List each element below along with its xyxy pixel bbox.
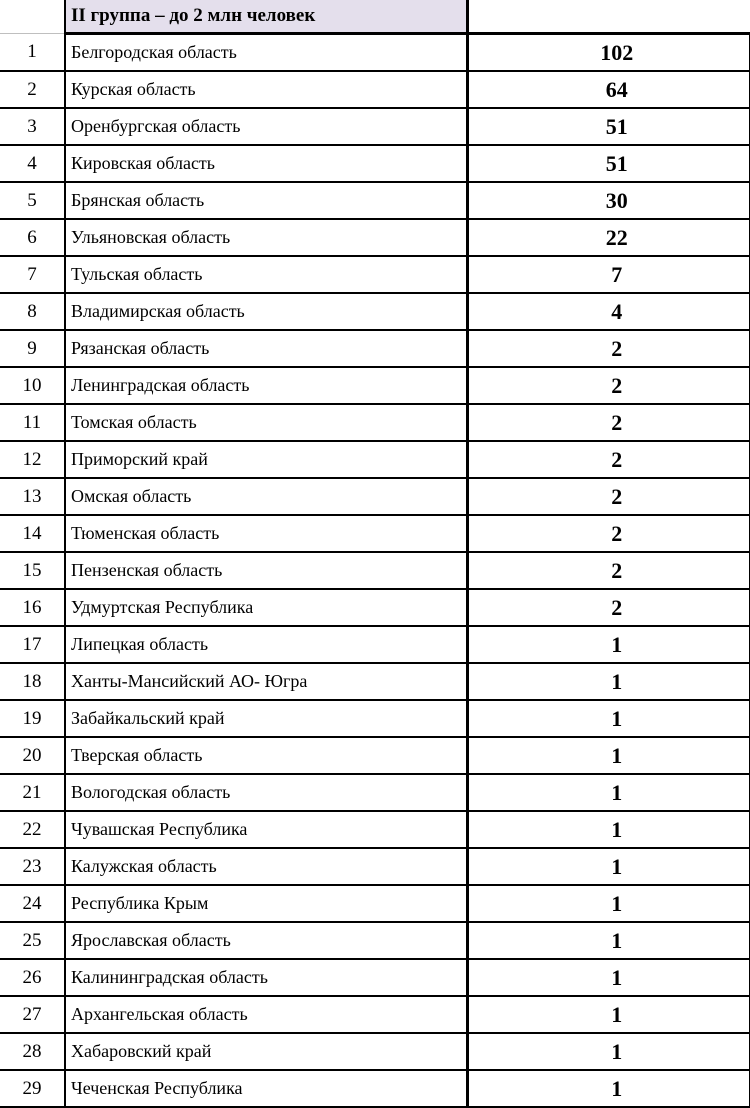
- region-value-cell: [467, 589, 750, 626]
- region-value: 1: [611, 1038, 623, 1064]
- region-value-cell: [467, 848, 750, 885]
- table-row: [0, 737, 750, 774]
- row-number: 16: [0, 589, 65, 626]
- region-value: 1: [611, 890, 623, 916]
- region-name: Белгородская область: [65, 34, 467, 72]
- table-row: [0, 404, 750, 441]
- row-number: 18: [0, 663, 65, 700]
- table-row: [0, 700, 750, 737]
- region-name: Удмуртская Республика: [65, 589, 467, 626]
- region-value: 1: [611, 927, 623, 953]
- row-number: 23: [0, 848, 65, 885]
- region-value: 2: [611, 520, 623, 546]
- table-row: [0, 330, 750, 367]
- table-row: [0, 478, 750, 515]
- region-name: Чеченская Республика: [65, 1070, 467, 1107]
- region-name: Брянская область: [65, 182, 467, 219]
- table-row: [0, 811, 750, 848]
- region-value: 1: [611, 853, 623, 879]
- table-row: [0, 848, 750, 885]
- table-row: [0, 589, 750, 626]
- region-value-cell: [467, 441, 750, 478]
- region-value: 1: [611, 631, 623, 657]
- region-name: Томская область: [65, 404, 467, 441]
- region-value: 1: [611, 1075, 623, 1101]
- row-number: 20: [0, 737, 65, 774]
- region-name: Курская область: [65, 71, 467, 108]
- row-number: 9: [0, 330, 65, 367]
- region-value-cell: [467, 774, 750, 811]
- region-value: 1: [611, 705, 623, 731]
- region-value: 2: [611, 483, 623, 509]
- region-value-cell: [467, 996, 750, 1033]
- region-name: Хабаровский край: [65, 1033, 467, 1070]
- region-value-cell: [467, 219, 750, 256]
- region-value-cell: [467, 293, 750, 330]
- region-value-cell: [467, 404, 750, 441]
- table-row: [0, 34, 750, 72]
- table-row: [0, 441, 750, 478]
- region-value: 22: [605, 224, 628, 250]
- group-title: II группа – до 2 млн человек: [65, 0, 467, 34]
- table-row: [0, 774, 750, 811]
- region-name: Ульяновская область: [65, 219, 467, 256]
- table-row: [0, 182, 750, 219]
- region-value: 1: [611, 668, 623, 694]
- table-row: [0, 367, 750, 404]
- region-value: 1: [611, 1001, 623, 1027]
- row-number: 15: [0, 552, 65, 589]
- row-number: 27: [0, 996, 65, 1033]
- region-value-cell: [467, 256, 750, 293]
- table-row: [0, 515, 750, 552]
- row-number: 6: [0, 219, 65, 256]
- region-value: 7: [611, 261, 623, 287]
- region-value: 64: [605, 76, 628, 102]
- region-value-cell: [467, 182, 750, 219]
- region-value-cell: [467, 478, 750, 515]
- row-number: 4: [0, 145, 65, 182]
- region-name: Приморский край: [65, 441, 467, 478]
- region-name: Оренбургская область: [65, 108, 467, 145]
- region-name: Тюменская область: [65, 515, 467, 552]
- region-name: Ленинградская область: [65, 367, 467, 404]
- region-value: 1: [611, 816, 623, 842]
- region-value-cell: [467, 737, 750, 774]
- table-row: [0, 219, 750, 256]
- table-row: [0, 959, 750, 996]
- region-value-cell: [467, 367, 750, 404]
- region-name: Пензенская область: [65, 552, 467, 589]
- region-name: Архангельская область: [65, 996, 467, 1033]
- table-row: [0, 293, 750, 330]
- row-number: 25: [0, 922, 65, 959]
- header-value-cell: [467, 0, 750, 34]
- row-number: 3: [0, 108, 65, 145]
- region-value: 4: [611, 298, 623, 324]
- region-name: Калужская область: [65, 848, 467, 885]
- region-value-cell: [467, 922, 750, 959]
- table-row: [0, 145, 750, 182]
- region-value: 1: [611, 779, 623, 805]
- table-row: [0, 71, 750, 108]
- region-value: 51: [605, 150, 628, 176]
- region-value-cell: [467, 108, 750, 145]
- region-value-cell: [467, 330, 750, 367]
- region-name: Забайкальский край: [65, 700, 467, 737]
- region-name: Владимирская область: [65, 293, 467, 330]
- region-value-cell: [467, 34, 750, 72]
- region-value: 51: [605, 113, 628, 139]
- row-number: 2: [0, 71, 65, 108]
- table-row: [0, 1070, 750, 1107]
- region-value: 2: [611, 409, 623, 435]
- region-name: Ярославская область: [65, 922, 467, 959]
- row-number: 14: [0, 515, 65, 552]
- region-value: 2: [611, 335, 623, 361]
- row-number: 7: [0, 256, 65, 293]
- region-value: 2: [611, 372, 623, 398]
- table-row: [0, 663, 750, 700]
- row-number: 29: [0, 1070, 65, 1107]
- region-value-cell: [467, 663, 750, 700]
- table-row: [0, 626, 750, 663]
- table-header-row: [0, 0, 750, 34]
- region-value: 2: [611, 557, 623, 583]
- region-value-cell: [467, 552, 750, 589]
- row-number: 10: [0, 367, 65, 404]
- region-value-cell: [467, 811, 750, 848]
- region-value-cell: [467, 885, 750, 922]
- region-value: 1: [611, 742, 623, 768]
- region-name: Республика Крым: [65, 885, 467, 922]
- row-number: 21: [0, 774, 65, 811]
- region-name: Кировская область: [65, 145, 467, 182]
- table-row: [0, 108, 750, 145]
- row-number: 12: [0, 441, 65, 478]
- row-number: 26: [0, 959, 65, 996]
- row-number: 22: [0, 811, 65, 848]
- table-row: [0, 922, 750, 959]
- table-row: [0, 996, 750, 1033]
- region-value-cell: [467, 700, 750, 737]
- row-number: 13: [0, 478, 65, 515]
- region-value-cell: [467, 145, 750, 182]
- row-number: 17: [0, 626, 65, 663]
- region-name: Тульская область: [65, 256, 467, 293]
- region-value-cell: [467, 626, 750, 663]
- region-name: Ханты-Мансийский АО- Югра: [65, 663, 467, 700]
- region-value-cell: [467, 1070, 750, 1107]
- table-row: [0, 1033, 750, 1070]
- region-name: Тверская область: [65, 737, 467, 774]
- row-number: 28: [0, 1033, 65, 1070]
- region-value: 2: [611, 446, 623, 472]
- region-value-cell: [467, 515, 750, 552]
- region-name: Омская область: [65, 478, 467, 515]
- row-number: 5: [0, 182, 65, 219]
- region-value: 1: [611, 964, 623, 990]
- region-value: 30: [605, 187, 628, 213]
- region-name: Калининградская область: [65, 959, 467, 996]
- table-row: [0, 552, 750, 589]
- table-row: [0, 256, 750, 293]
- region-value-cell: [467, 959, 750, 996]
- row-number: 8: [0, 293, 65, 330]
- row-number: 11: [0, 404, 65, 441]
- region-value-cell: [467, 1033, 750, 1070]
- table-row: [0, 885, 750, 922]
- row-number: 1: [0, 34, 65, 72]
- region-value-cell: [467, 71, 750, 108]
- region-name: Липецкая область: [65, 626, 467, 663]
- header-number-cell: [0, 0, 65, 34]
- region-name: Рязанская область: [65, 330, 467, 367]
- region-name: Вологодская область: [65, 774, 467, 811]
- region-value: 2: [611, 594, 623, 620]
- row-number: 24: [0, 885, 65, 922]
- region-value: 102: [600, 39, 634, 65]
- region-name: Чувашская Республика: [65, 811, 467, 848]
- row-number: 19: [0, 700, 65, 737]
